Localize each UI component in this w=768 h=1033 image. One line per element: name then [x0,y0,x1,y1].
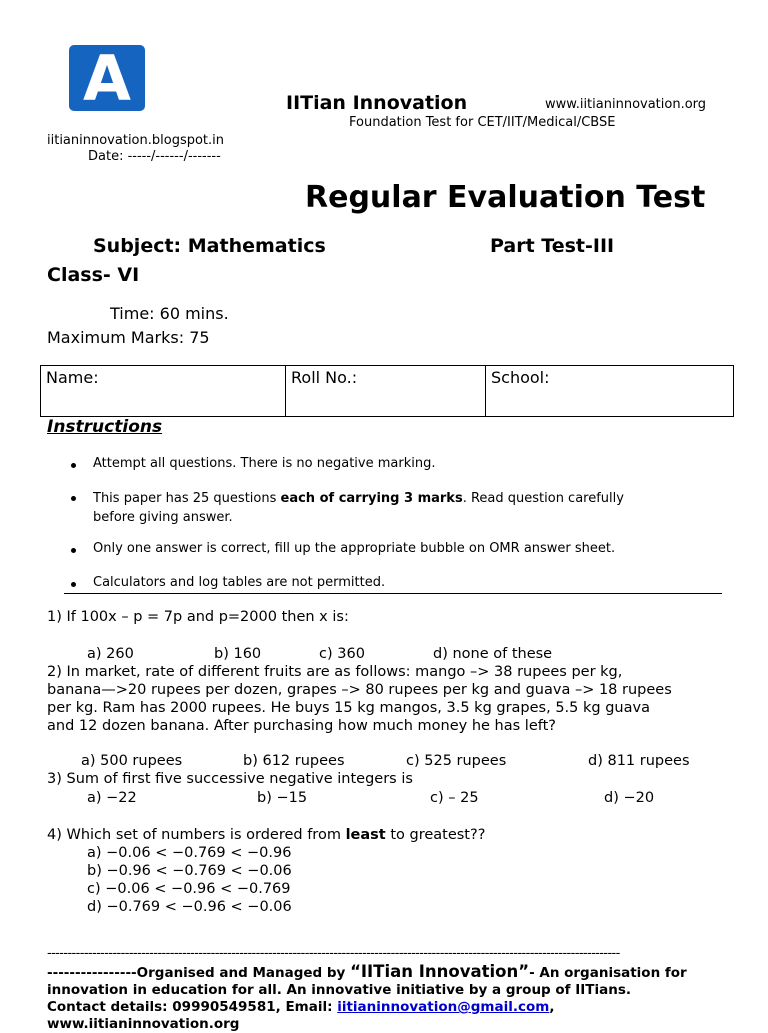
option: d) −0.769 < −0.96 < −0.06 [87,899,292,915]
footer-contact: Contact details: 09990549581, Email: [47,999,338,1015]
option: a) −22 [87,790,137,806]
question-text: to greatest?? [385,827,486,843]
question-text: 4) Which set of numbers is ordered from [47,827,346,843]
question-4 [47,827,485,843]
option: b) −15 [257,790,308,806]
footer-lead-dashes: ---------------- [47,965,137,981]
footer-tagline: - An organisation for innovation in education for all. An innovative initiative by a group of IITians. [47,965,687,998]
option: a) −0.06 < −0.769 < −0.96 [87,845,292,861]
footer-text [47,963,737,1033]
question-1: 1) If 100x – p = 7p and p=2000 then x is: [47,609,349,625]
footer-website: www.iitianinnovation.org [47,1016,240,1032]
option: c) −0.06 < −0.96 < −0.769 [87,881,291,897]
page-title: Regular Evaluation Test [305,180,706,215]
instruction-text: before giving answer. [93,510,233,525]
part-test-label: Part Test-III [490,235,615,257]
school-cell[interactable]: School: [486,366,734,417]
foundation-subtitle: Foundation Test for CET/IIT/Medical/CBSE [349,115,616,130]
option: a) 260 [87,646,134,662]
class-label: Class- VI [47,264,140,286]
max-marks-label: Maximum Marks: 75 [47,328,210,347]
option: d) 811 rupees [588,753,690,769]
option: c) – 25 [430,790,479,806]
option: b) −0.96 < −0.769 < −0.06 [87,863,292,879]
website-text: www.iitianinnovation.org [545,97,707,112]
date-line: Date: -----/------/------- [88,149,221,164]
name-cell[interactable]: Name: [41,366,286,417]
question-line: 2) In market, rate of different fruits are as follows: mango –> 38 rupees per kg, [47,664,623,680]
footer-email-link[interactable]: iitianinnovation@gmail.com [337,999,550,1015]
option: d) none of these [433,646,553,662]
footer-organised: Organised and Managed by [136,965,351,981]
option: c) 525 rupees [406,753,507,769]
question-line: and 12 dozen banana. After purchasing how much money he has left? [47,718,556,734]
logo [69,45,145,111]
roll-no-cell[interactable]: Roll No.: [286,366,486,417]
option: b) 612 rupees [243,753,345,769]
option: b) 160 [214,646,262,662]
divider-line [64,593,722,594]
instruction-item: Attempt all questions. There is no negative marking. [93,456,436,471]
question-3: 3) Sum of first five successive negative integers is [47,771,413,787]
footer-divider: -------------------------------------------------------------------------------------------------------------------------------------------- [47,946,620,961]
logo-letter: A [83,45,131,111]
instruction-item: Calculators and log tables are not permitted. [93,575,386,590]
question-2 [47,663,672,735]
org-name: IITian Innovation [286,92,468,114]
time-label: Time: 60 mins. [110,304,229,323]
instruction-item [93,489,624,527]
option: d) −20 [604,790,655,806]
instruction-item: Only one answer is correct, fill up the appropriate bubble on OMR answer sheet. [93,541,616,556]
blog-text: iitianinnovation.blogspot.in [47,133,225,148]
instructions-heading: Instructions [47,417,163,437]
question-line: banana—>20 rupees per dozen, grapes –> 80 rupees per kg and guava –> 18 rupees [47,682,672,698]
instruction-bold: each of carrying 3 marks [280,491,463,506]
student-info-table [40,365,734,417]
option: a) 500 rupees [81,753,183,769]
question-line: per kg. Ram has 2000 rupees. He buys 15 kg mangos, 3.5 kg grapes, 5.5 kg guava [47,700,650,716]
instruction-text: . Read question carefully [462,491,624,506]
question-bold: least [345,827,386,843]
subject-label: Subject: Mathematics [93,235,326,257]
footer-org-name: “IITian Innovation” [350,962,530,981]
instruction-text: This paper has 25 questions [93,491,281,506]
option: c) 360 [319,646,365,662]
footer-contact-end: , [549,999,555,1015]
